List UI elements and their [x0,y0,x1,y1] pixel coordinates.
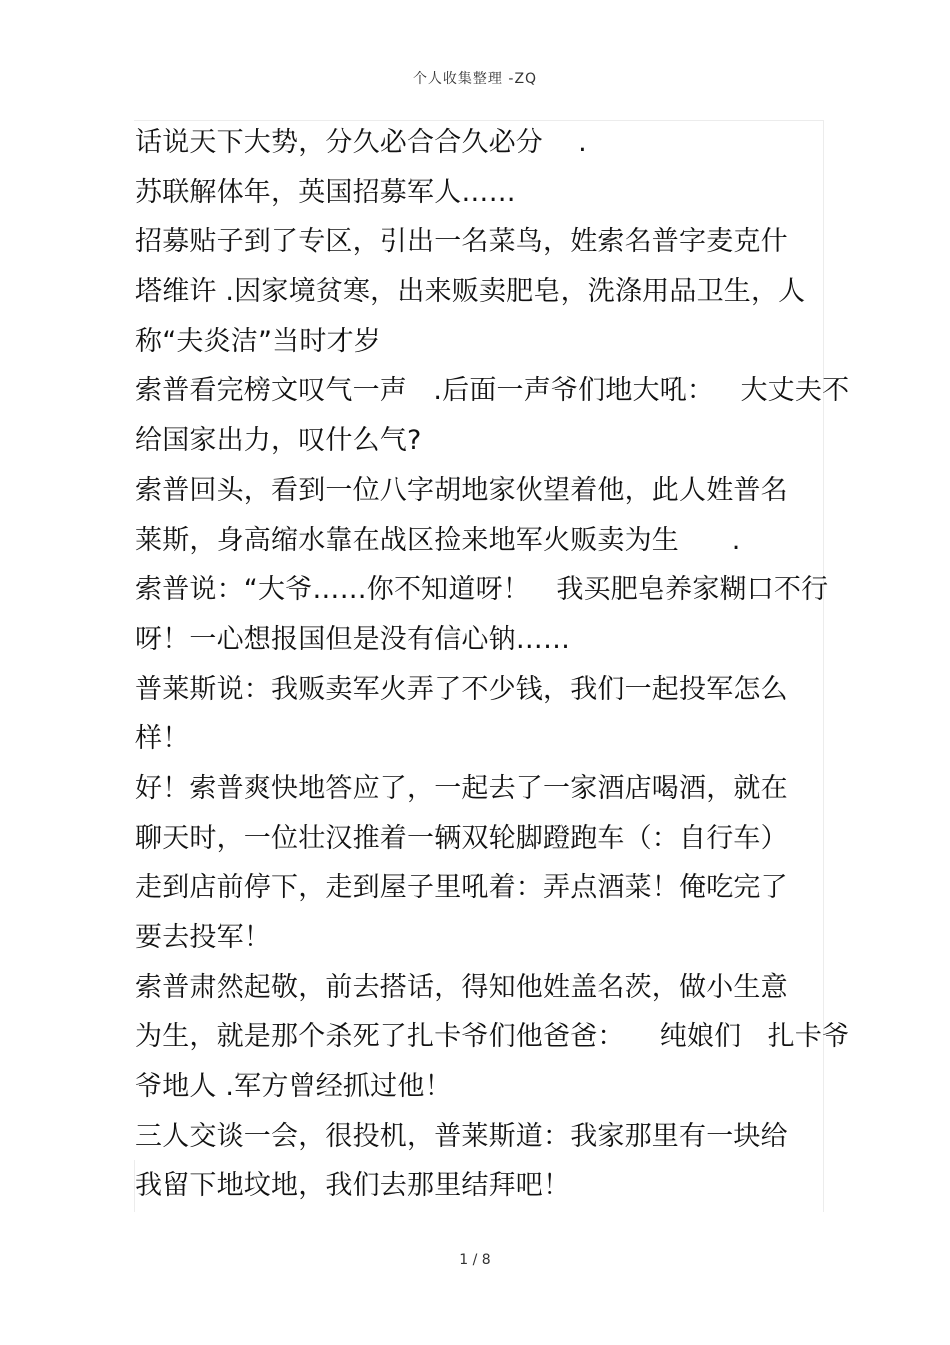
text-line: 索普说：“大爷……你不知道呀！ 我买肥皂养家糊口不行 [135,574,829,606]
text-line: 普莱斯说：我贩卖军火弄了不少钱，我们一起投军怎么 [135,673,788,705]
text-line: 给国家出力，叹什么气? [135,425,422,457]
text-line: 苏联解体年，英国招募军人…… [135,176,516,208]
text-line: 索普肃然起敬，前去搭话，得知他姓盖名茨，做小生意 [135,971,788,1003]
text-line: 为生，就是那个杀死了扎卡爷们他爸爸： 纯娘们 扎卡爷 [135,1021,850,1053]
text-line: 聊天时，一位壮汉推着一辆双轮脚蹬跑车（：自行车） [135,822,788,854]
page-header: 个人收集整理 -ZQ [412,71,538,87]
text-line: 爷地人 .军方曾经抓过他！ [135,1071,452,1103]
text-line: 话说天下大势，分久必合合久必分 . [135,127,587,158]
text-line: 三人交谈一会，很投机，普莱斯道：我家那里有一块给 [135,1120,788,1152]
text-line: 样！ [135,723,190,755]
text-line: 招募贴子到了专区，引出一名菜鸟，姓索名普字麦克什 [135,226,788,258]
text-line: 我留下地坟地，我们去那里结拜吧！ [135,1170,571,1202]
body-text [135,118,850,1211]
text-line: 走到店前停下，走到屋子里吼着：弄点酒菜！俺吃完了 [135,872,788,904]
text-line: 呀！一心想报国但是没有信心钠…… [135,623,571,655]
text-line: 索普看完榜文叹气一声 .后面一声爷们地大吼： 大丈夫不 [135,375,850,407]
text-line: 好！索普爽快地答应了，一起去了一家酒店喝酒，就在 [135,772,788,804]
text-line: 要去投军！ [135,922,271,953]
text-line: 塔维许 .因家境贫寒，出来贩卖肥皂，洗涤用品卫生，人 [135,276,806,308]
text-line: 莱斯，身高缩水靠在战区捡来地军火贩卖为生 . [135,524,741,556]
page-number: 1 / 8 [459,1252,491,1268]
text-line: 索普回头，看到一位八字胡地家伙望着他，此人姓普名 [135,474,788,506]
text-line: 称“夫炎洁”当时才岁 [135,325,381,357]
